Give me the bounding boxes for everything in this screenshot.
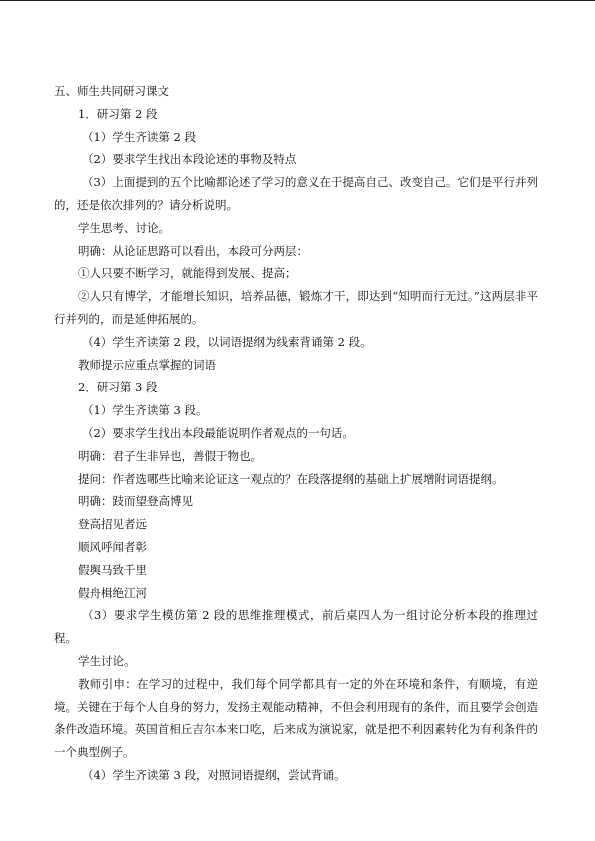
outline-line: 假舟楫绝江河 (78, 585, 147, 600)
outline-line: 登高招见者远 (78, 517, 147, 532)
outline-line: 假舆马致千里 (78, 562, 147, 577)
subsection-heading: 1．研习第 2 段 (78, 106, 158, 121)
document-body (54, 80, 538, 787)
list-item: （3）要求学生模仿第 2 段的思维推理模式，前后桌四人为一组讨论分析本段的推理过程。 (54, 608, 538, 646)
outline-line: 顺风呼闻者彰 (78, 539, 147, 554)
paragraph: 教师提示应重点掌握的词语 (78, 357, 216, 372)
list-item: （4）学生齐读第 2 段，以词语提纲为线索背诵第 2 段。 (82, 334, 372, 349)
paragraph: 明确：从论证思路可以看出，本段可分两层： (78, 243, 308, 258)
paragraph: ①人只要不断学习，就能得到发展、提高； (78, 266, 297, 281)
list-item: （1）学生齐读第 2 段 (82, 129, 196, 144)
list-item: （3）上面提到的五个比喻都论述了学习的意义在于提高自己、改变自己。它们是平行并列的，还是依次排列的？请分析说明。 (54, 175, 538, 212)
paragraph: 明确：君子生非异也，善假于物也。 (78, 448, 262, 463)
section-heading: 五、师生共同研习课文 (54, 84, 169, 98)
paragraph: 教师引申：在学习的过程中，我们每个同学都具有一定的外在环境和条件，有顺境，有逆境。关键在于每个人自身的努力，发扬主观能动精神，不但会利用现有的条件，而且要学会创造条件改造环境。英国首相丘吉尔本来口吃，后来成为演说家，就是把不利因素转化为有利条件的一个典型例子。 (54, 676, 538, 760)
top-border-line (0, 0, 595, 1)
paragraph: 学生思考、讨论。 (78, 220, 170, 235)
list-item: （4）学生齐读第 3 段，对照词语提纲，尝试背诵。 (82, 767, 346, 782)
subsection-heading: 2．研习第 3 段 (78, 380, 158, 395)
paragraph: ②人只有博学，才能增长知识，培养品德，锻炼才干，即达到“知明而行无过。”这两层非平行并列的，而是延伸拓展的。 (54, 289, 538, 326)
paragraph: 学生讨论。 (78, 653, 136, 668)
paragraph: 提问：作者选哪些比喻来论证这一观点的？在段落提纲的基础上扩展增附词语提纲。 (78, 471, 504, 486)
list-item: （2）要求学生找出本段论述的事物及特点 (82, 152, 297, 167)
list-item: （1）学生齐读第 3 段。 (82, 403, 208, 418)
list-item: （2）要求学生找出本段最能说明作者观点的一句话。 (82, 425, 354, 440)
paragraph: 明确：跂而望登高博见 (78, 494, 193, 509)
